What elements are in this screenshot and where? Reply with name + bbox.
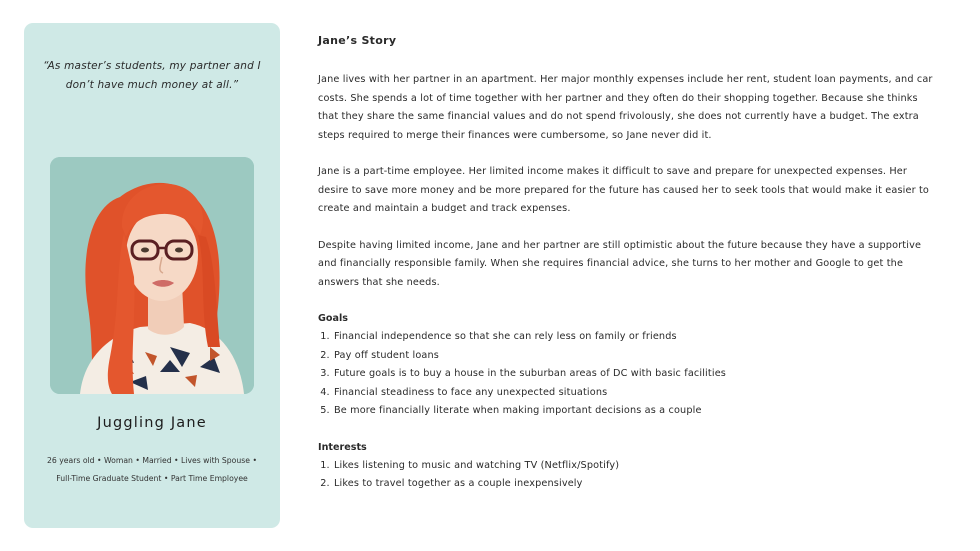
persona-details xyxy=(28,452,276,488)
goal-item: 3. Future goals is to buy a house in the suburban areas of DC with basic facilities xyxy=(333,365,940,384)
story-paragraph-1: Jane lives with her partner in an apartment. Her major monthly expenses include her rent, student loan payments, and car costs. She spends a lot of time together with her partner and they often do their shopping together. Because she thinks that they share the same financial values and do not spend frivolously, she does not currently have a budget. The extra steps required to merge their finances were cumbersome, so Jane never did it. xyxy=(318,74,933,141)
goal-item: 4. Financial steadiness to face any unexpected situations xyxy=(333,384,940,403)
goals-list xyxy=(318,328,940,421)
goal-item: 2. Pay off student loans xyxy=(333,347,940,366)
persona-details-line-1: 26 years old • Woman • Married • Lives with Spouse • xyxy=(47,456,257,465)
persona-details-line-2: Full-Time Graduate Student • Part Time Employee xyxy=(56,474,248,483)
interest-item: 2. Likes to travel together as a couple inexpensively xyxy=(333,475,940,494)
persona-name: Juggling Jane xyxy=(97,415,207,431)
persona-quote: “As master’s students, my partner and I don’t have much money at all.” xyxy=(43,60,261,91)
story-paragraph-3: Despite having limited income, Jane and her partner are still optimistic about the future because they have a supportive and financially responsible family. When she requires financial advice, she turns to her mother and Google to get the answers that she needs. xyxy=(318,239,922,288)
story-section xyxy=(318,32,940,512)
story-title: Jane’s Story xyxy=(318,34,397,47)
interests-list xyxy=(318,457,940,494)
goal-item: 5. Be more financially literate when making important decisions as a couple xyxy=(333,402,940,421)
persona-card xyxy=(24,23,280,528)
interests-heading: Interests xyxy=(318,441,367,453)
story-paragraph-2: Jane is a part-time employee. Her limited income makes it difficult to save and prepare for unexpected expenses. Her desire to save more money and be more prepared for the future has caused her to seek tools that would make it easier to create and maintain a budget and track expenses. xyxy=(318,166,930,214)
goals-heading: Goals xyxy=(318,313,348,324)
persona-portrait xyxy=(50,157,254,394)
woman-portrait-icon xyxy=(50,157,254,394)
interest-item: 1. Likes listening to music and watching TV (Netflix/Spotify) xyxy=(333,457,940,476)
goal-item: 1. Financial independence so that she can rely less on family or friends xyxy=(333,328,940,347)
